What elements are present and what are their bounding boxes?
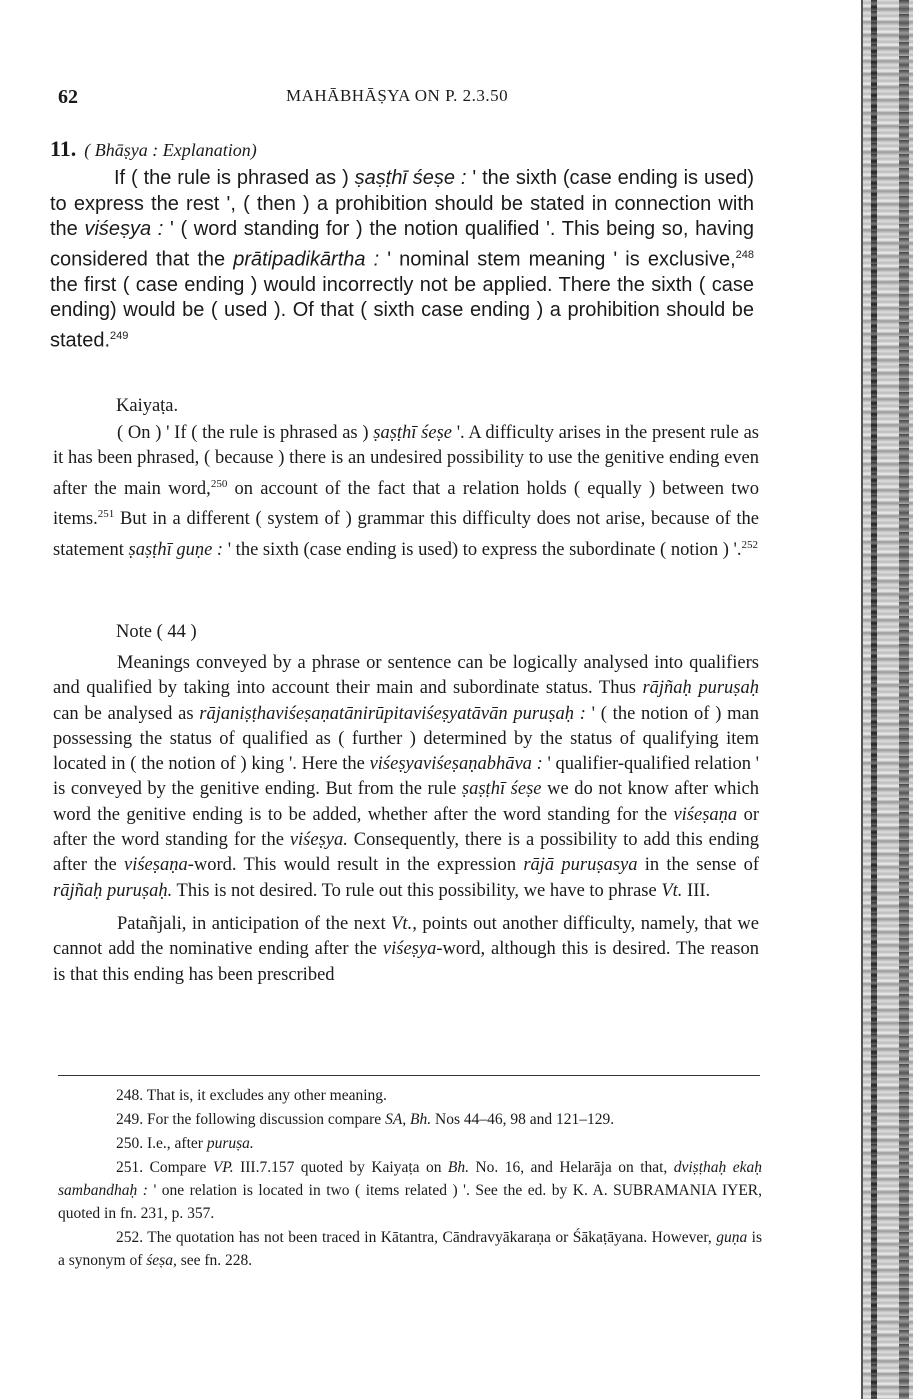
kaiyata-paragraph: ( On ) ' If ( the rule is phrased as ) ṣaṣṭhī śeṣe '. A difficulty arises in the present rule as it has been phrased, ( because ) there is an undesired possibility to use the genitive ending even after the main word,$^{250}$ on account of the fact that a relation holds ( equally ) between two items.$^{251}$ But in a different ( system of ) grammar this difficulty does not arise, because of the statement ṣaṣṭhī guṇe : ' the sixth (case ending is used) to express the subordinate ( notion ) '.$^{252}$ xyxy=(53,423,759,560)
section-number: 11. xyxy=(50,136,77,161)
page-header xyxy=(58,86,778,110)
note-body xyxy=(53,651,759,988)
bhasya-translation xyxy=(50,166,754,354)
footnote-249: 249. For the following discussion compare SA, Bh. Nos 44–46, 98 and 121–129. xyxy=(116,1111,615,1128)
footnote-251: 251. Compare VP. III.7.157 quoted by Kaiyaṭa on Bh. No. 16, and Helarāja on that, dviṣṭhaḥ ekaḥ sambandhaḥ : ' one relation is located in two ( items related ) '. See the ed. by K. A. SUBRAMANIA IYER, quoted in fn. 231, p. 357. xyxy=(58,1159,763,1222)
bhasya-paragraph: If ( the rule is phrased as ) ṣaṣṭhī śeṣe : ' the sixth (case ending is used) to express the rest ', ( then ) a prohibition should be stated in connection with the viśeṣya : ' ( word standing for ) the notion qualified '. This being so, having considered that the prātipadikārtha : ' nominal stem meaning ' is exclusive,$^{248}$ the first ( case ending ) would incorrectly not be applied. There the sixth ( case ending) would be ( used ). Of that ( sixth case ending ) a prohibition should be stated.$^{249}$ xyxy=(50,167,754,352)
running-title: MAHĀBHĀṢYA ON P. 2.3.50 xyxy=(286,86,509,105)
book-binding-edge xyxy=(861,0,913,1399)
section-title: ( Bhāṣya : Explanation) xyxy=(84,140,257,160)
kaiyata-heading: Kaiyaṭa. xyxy=(116,396,179,416)
footnote-divider xyxy=(58,1075,760,1076)
footnotes xyxy=(58,1084,762,1273)
kaiyata-commentary xyxy=(53,421,759,563)
footnote-252: 252. The quotation has not been traced in Kātantra, Cāndravyākaraṇa or Śākaṭāyana. However, guṇa is a synonym of śeṣa, see fn. 228. xyxy=(58,1229,763,1269)
section-heading xyxy=(50,136,257,162)
note-paragraph-1: Meanings conveyed by a phrase or sentence can be logically analysed into qualifiers and qualified by taking into account their main and subordinate status. Thus rājñaḥ puruṣaḥ can be analysed as rājaniṣṭhaviśeṣaṇatānirūpitaviśeṣyatāvān puruṣaḥ : ' ( the notion of ) man possessing the status of qualified as ( further ) determined by the status of qualifying item located in ( the notion of ) king '. Here the viśeṣyaviśeṣaṇabhāva : ' qualifier-qualified relation ' is conveyed by the genitive ending. But from the rule ṣaṣṭhī śeṣe we do not know after which word the genitive ending is to be added, whether after the word standing for the viśeṣaṇa or after the word standing for the viśeṣya. Consequently, there is a possibility to add this ending after the viśeṣaṇa-word. This would result in the expression rājā puruṣasya in the sense of rājñaḥ puruṣaḥ. This is not desired. To rule out this possibility, we have to phrase Vt. III. xyxy=(53,653,760,901)
footnote-250: 250. I.e., after puruṣa. xyxy=(116,1135,254,1152)
note-heading: Note ( 44 ) xyxy=(116,622,197,642)
page-number: 62 xyxy=(58,86,78,108)
note-paragraph-2: Patañjali, in anticipation of the next Vt., points out another difficulty, namely, that we cannot add the nominative ending after the viśeṣya-word, although this is desired. The reason is that this ending has been prescribed xyxy=(53,913,760,985)
footnote-248: 248. That is, it excludes any other meaning. xyxy=(116,1087,387,1104)
